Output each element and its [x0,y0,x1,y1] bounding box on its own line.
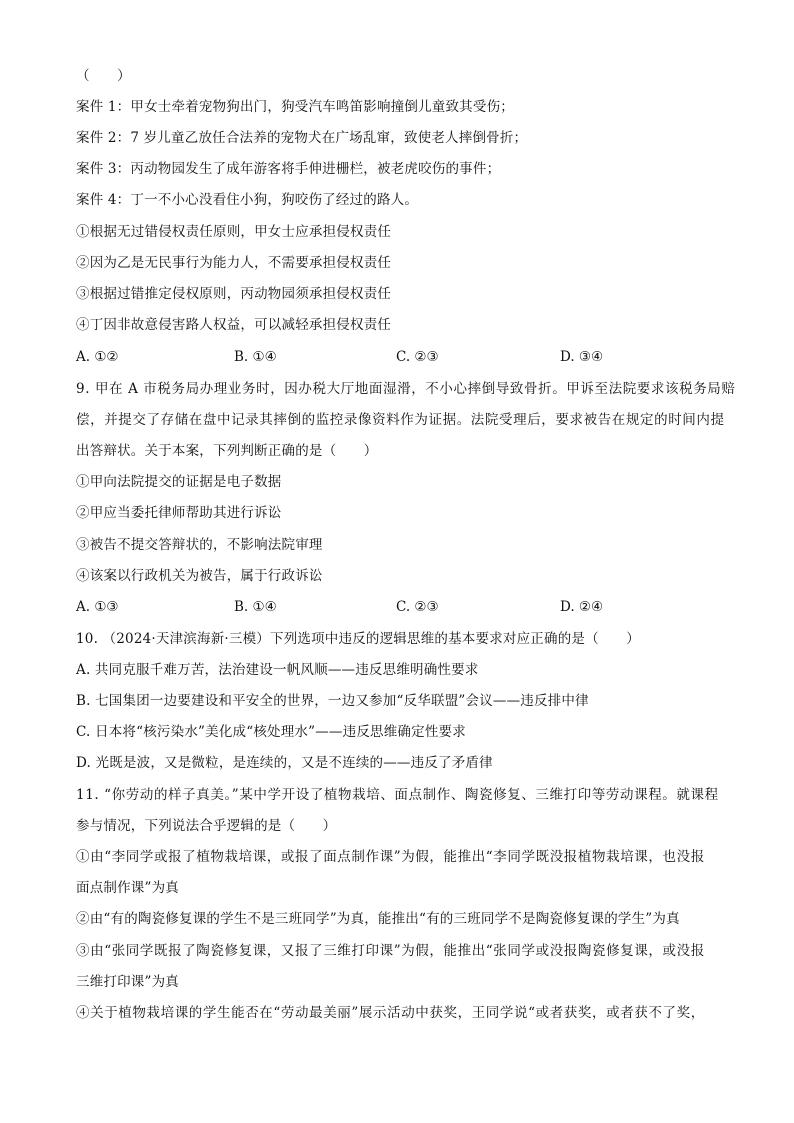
q8-statement-2: ②因为乙是无民事行为能力人，不需要承担侵权责任 [76,255,392,271]
q9-stem-line-2: 偿，并提交了存储在盘中记录其摔倒的监控录像资料作为证据。法院受理后，要求被告在规定的时间内提 [76,412,725,428]
q11-statement-2: ②由“有的陶瓷修复课的学生不是三班同学”为真，能推出“有的三班同学不是陶瓷修复课的学生”为真 [76,911,680,927]
q11-stem-line-2: 参与情况，下列说法合乎逻辑的是（ ） [76,818,337,834]
q8-statement-4: ④丁因非故意侵害路人权益，可以减轻承担侵权责任 [76,317,392,333]
q11-statement-1-line-1: ①由“李同学或报了植物栽培课，或报了面点制作课”为假，能推出“李同学既没报植物栽培课，也没报 [76,849,705,865]
q9-statement-4: ④该案以行政机关为被告，属于行政诉讼 [76,568,323,584]
q8-option-d[interactable]: D. ③④ [560,349,604,365]
q11-statement-1-line-2: 面点制作课”为真 [76,880,180,896]
q8-case-2: 案件 2：7 岁儿童乙放任合法养的宠物犬在广场乱窜，致使老人摔倒骨折； [76,130,528,146]
q10-choice-b[interactable]: B. 七国集团一边要建设和平安全的世界，一边又参加“反华联盟”会议——违反排中律 [76,693,589,709]
q9-option-b[interactable]: B. ①④ [234,599,277,615]
q10-stem: 10. （2024·天津滨海新·三模）下列选项中违反的逻辑思维的基本要求对应正确的是（ ） [76,631,640,647]
q9-statement-3: ③被告不提交答辩状的，不影响法院审理 [76,537,323,553]
q8-option-b[interactable]: B. ①④ [234,349,277,365]
q8-case-4: 案件 4：丁一不小心没看住小狗，狗咬伤了经过的路人。 [76,192,419,208]
q10-choice-d[interactable]: D. 光既是波，又是微粒，是连续的，又是不连续的——违反了矛盾律 [76,755,493,771]
q9-option-d[interactable]: D. ②④ [560,599,604,615]
q11-statement-3-line-2: 三维打印课”为真 [76,974,180,990]
q8-statement-1: ①根据无过错侵权责任原则，甲女士应承担侵权责任 [76,224,392,240]
q11-statement-3-line-1: ③由“张同学既报了陶瓷修复课，又报了三维打印课”为假，能推出“张同学或没报陶瓷修复课，或没报 [76,943,705,959]
q9-statement-2: ②甲应当委托律师帮助其进行诉讼 [76,505,282,521]
q9-stem-line-1: 9. 甲在 A 市税务局办理业务时，因办税大厅地面湿滑，不小心摔倒导致骨折。甲诉至法院要求该税务局赔 [76,381,736,397]
q9-stem-line-3: 出答辩状。关于本案，下列判断正确的是（ ） [76,443,378,459]
q9-option-c[interactable]: C. ②③ [396,599,439,615]
q8-option-a[interactable]: A. ①② [76,349,119,365]
q8-statement-3: ③根据过错推定侵权原则，丙动物园须承担侵权责任 [76,286,392,302]
q10-choice-a[interactable]: A. 共同克服千难万苦，法治建设一帆风顺——违反思维明确性要求 [76,662,479,678]
q9-statement-1: ①甲向法院提交的证据是电子数据 [76,474,282,490]
q8-answer-blank: （ ） [76,68,131,84]
q8-case-1: 案件 1：甲女士牵着宠物狗出门，狗受汽车鸣笛影响撞倒儿童致其受伤； [76,99,514,115]
q8-case-3: 案件 3：丙动物园发生了成年游客将手伸进栅栏，被老虎咬伤的事件； [76,161,501,177]
q10-choice-c[interactable]: C. 日本将“核污染水”美化成“核处理水”——违反思维确定性要求 [76,724,466,740]
q8-option-c[interactable]: C. ②③ [396,349,439,365]
q9-option-a[interactable]: A. ①③ [76,599,119,615]
q11-stem-line-1: 11. “你劳动的样子真美。”某中学开设了植物栽培、面点制作、陶瓷修复、三维打印等劳动课程。就课程 [76,787,719,803]
q11-statement-4-line-1: ④关于植物栽培课的学生能否在“劳动最美丽”展示活动中获奖，王同学说“或者获奖，或者获不了奖， [76,1005,705,1021]
